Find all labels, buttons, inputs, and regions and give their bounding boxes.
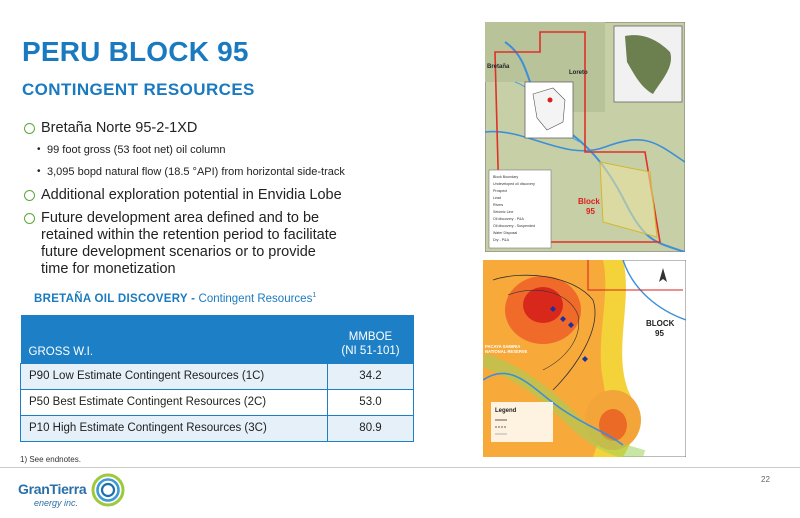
company-logo bbox=[18, 470, 128, 514]
footnote: 1) See endnotes. bbox=[20, 455, 81, 464]
table-row bbox=[21, 389, 414, 415]
row-value: 34.2 bbox=[328, 363, 414, 389]
svg-text:Water Disposal: Water Disposal bbox=[493, 231, 518, 235]
footer-divider bbox=[0, 467, 800, 468]
table-title-footnote-mark: 1 bbox=[312, 292, 317, 299]
bullet-item bbox=[22, 210, 462, 278]
svg-text:Undeveloped oil discovery: Undeveloped oil discovery bbox=[493, 182, 535, 186]
page-subtitle: CONTINGENT RESOURCES bbox=[22, 80, 255, 99]
map-reserve-label: NATIONAL RESERVE bbox=[485, 349, 528, 354]
table-row bbox=[21, 363, 414, 389]
sub-bullet-item bbox=[37, 165, 462, 179]
svg-text:Prospect: Prospect bbox=[493, 189, 508, 193]
map-reserve-label: PACAYA SAMIRIA bbox=[485, 344, 521, 349]
map-town-label: Bretaña bbox=[487, 64, 510, 70]
table-header-row bbox=[21, 315, 414, 363]
bullet-text: Future development area defined and to be retained within the retention period to facilitate future development scenarios or to provide time for monetization bbox=[41, 210, 337, 277]
row-label: P10 High Estimate Contingent Resources (3C) bbox=[21, 415, 328, 441]
structure-contour-map bbox=[483, 260, 686, 457]
row-label: P50 Best Estimate Contingent Resources (2C) bbox=[21, 389, 328, 415]
logo-name: GranTierra bbox=[18, 481, 87, 497]
table-title bbox=[34, 292, 316, 305]
logo-rings-icon bbox=[90, 472, 126, 508]
sub-bullet-item bbox=[37, 143, 462, 157]
sub-bullet-text: 3,095 bopd natural flow (18.5 °API) from horizontal side-track bbox=[47, 166, 345, 178]
logo-subtitle: energy inc. bbox=[34, 498, 79, 508]
table-title-bold: BRETAÑA OIL DISCOVERY - bbox=[34, 292, 196, 305]
svg-text:Rivers: Rivers bbox=[493, 203, 504, 207]
map-block-label: 95 bbox=[586, 207, 595, 216]
page-title: PERU BLOCK 95 bbox=[22, 36, 249, 67]
column-header-gross-wi: GROSS W.I. bbox=[21, 315, 328, 363]
bullet-text: Additional exploration potential in Envidia Lobe bbox=[41, 187, 342, 203]
bullet-text: Bretaña Norte 95-2-1XD bbox=[41, 120, 198, 136]
bullet-dot-icon: • bbox=[37, 144, 41, 155]
map-block-label: BLOCK bbox=[646, 319, 675, 328]
svg-text:Lead: Lead bbox=[493, 196, 501, 200]
map-legend-title: Legend bbox=[495, 408, 517, 414]
bullet-dot-icon: • bbox=[37, 166, 41, 177]
sub-bullet-text: 99 foot gross (53 foot net) oil column bbox=[47, 144, 226, 156]
row-label: P90 Low Estimate Contingent Resources (1C) bbox=[21, 363, 328, 389]
bullet-ring-icon bbox=[24, 213, 35, 224]
svg-text:Block Boundary: Block Boundary bbox=[493, 175, 519, 179]
row-value: 53.0 bbox=[328, 389, 414, 415]
bullet-list bbox=[22, 120, 462, 284]
bullet-item bbox=[22, 120, 462, 137]
svg-text:Oil discovery - P&A: Oil discovery - P&A bbox=[493, 217, 524, 221]
map-town-label: Loreto bbox=[569, 70, 588, 76]
page-number: 22 bbox=[761, 475, 770, 484]
svg-text:Dry - P&A: Dry - P&A bbox=[493, 238, 509, 242]
bullet-ring-icon bbox=[24, 123, 35, 134]
map-block-label: 95 bbox=[655, 329, 664, 338]
block-location-map bbox=[485, 22, 685, 252]
table-title-rest: Contingent Resources bbox=[198, 292, 313, 305]
bullet-ring-icon bbox=[24, 190, 35, 201]
column-header-mmboe-line1: MMBOE bbox=[348, 330, 393, 343]
row-value: 80.9 bbox=[328, 415, 414, 441]
map-block-label: Block bbox=[578, 197, 600, 206]
bullet-item bbox=[22, 187, 462, 204]
svg-text:Seismic Line: Seismic Line bbox=[493, 210, 514, 214]
table-row bbox=[21, 415, 414, 441]
svg-text:Oil discovery - Suspended: Oil discovery - Suspended bbox=[493, 224, 535, 228]
column-header-mmboe bbox=[328, 315, 414, 363]
column-header-mmboe-line2: (NI 51-101) bbox=[341, 344, 400, 357]
resources-table bbox=[20, 315, 414, 442]
